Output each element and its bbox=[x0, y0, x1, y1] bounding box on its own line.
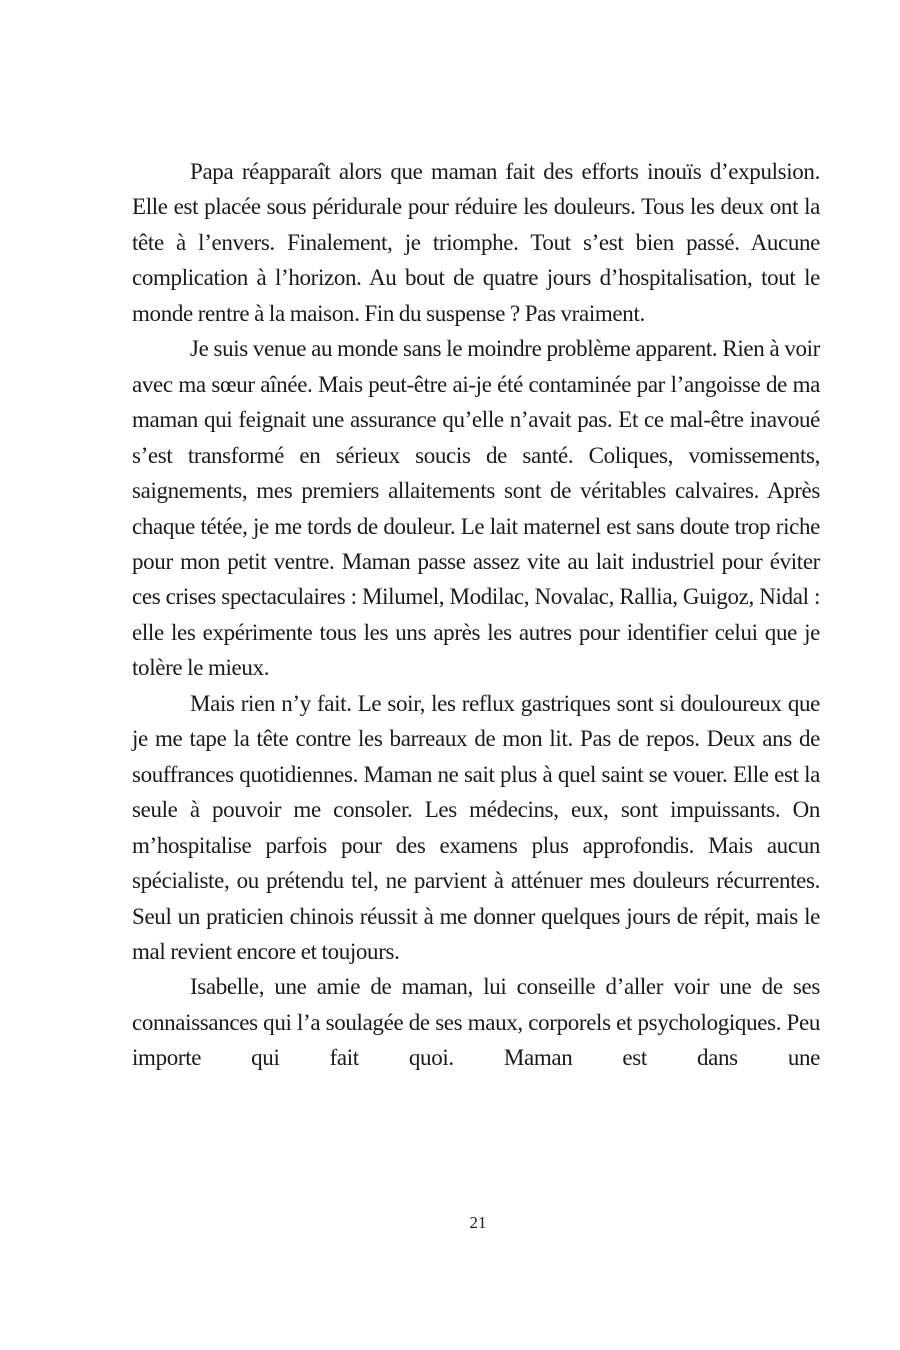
page-number: 21 bbox=[469, 1213, 487, 1232]
paragraph-1: Papa réapparaît alors que maman fait des efforts inouïs d’expulsion. Elle est placée sous péridurale pour réduire les douleurs. Tous les deux ont la tête à l’envers. Finalement, je triomphe. Tout s’est bien passé. Aucune complication à l’horizon. Au bout de quatre jours d’hospitalisation, tout le monde rentre à la maison. Fin du suspense ? Pas vraiment. bbox=[132, 159, 820, 326]
paragraph-3: Mais rien n’y fait. Le soir, les reflux gastriques sont si douloureux que je me tape la tête contre les barreaux de mon lit. Pas de repos. Deux ans de souffrances quotidiennes. Maman ne sait plus à quel saint se vouer. Elle est la seule à pouvoir me consoler. Les médecins, eux, sont impuissants. On m’hospitalise parfois pour des examens plus approfondis. Mais aucun spécialiste, ou prétendu tel, ne parvient à atténuer mes douleurs récurrentes. Seul un praticien chinois réussit à me donner quelques jours de répit, mais le mal revient encore et toujours. bbox=[132, 690, 820, 964]
paragraph-4: Isabelle, une amie de maman, lui conseille d’aller voir une de ses connaissances qui l’a soulagée de ses maux, corporels et psychologiques. Peu importe qui fait quoi. Maman est dans une bbox=[132, 974, 820, 1071]
body-text bbox=[132, 154, 820, 1076]
paragraph-2: Je suis venue au monde sans le moindre problème apparent. Rien à voir avec ma sœur aînée. Mais peut-être ai-je été contaminée par l’angoisse de ma maman qui feignait une assurance qu’elle n’avait pas. Et ce mal-être inavoué s’est transformé en sérieux soucis de santé. Coliques, vomissements, saignements, mes premiers allaitements sont de véritables calvaires. Après chaque tétée, je me tords de douleur. Le lait maternel est sans doute trop riche pour mon petit ventre. Maman passe assez vite au lait industriel pour éviter ces crises spectaculaires : Milumel, Modilac, Novalac, Rallia, Guigoz, Nidal : elle les expérimente tous les uns après les autres pour identifier celui que je tolère le mieux. bbox=[132, 336, 820, 681]
